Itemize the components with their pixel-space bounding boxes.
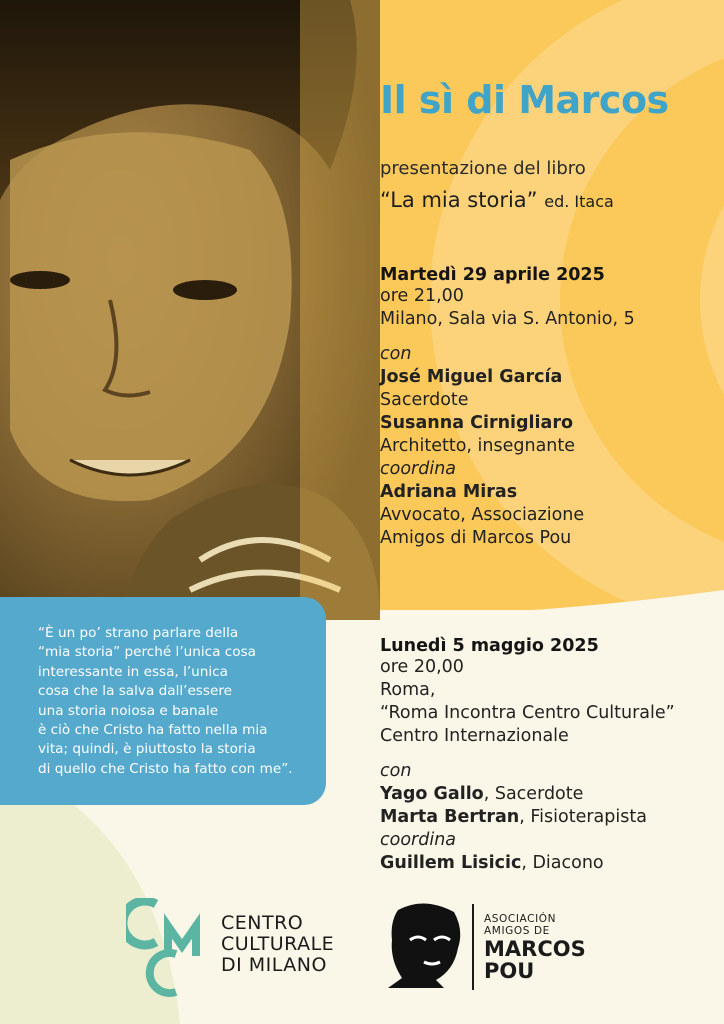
book-title: “La mia storia” [380, 188, 538, 212]
logo-divider [472, 904, 474, 990]
amigos-line2: AMIGOS DE [484, 925, 550, 937]
event2-time: ore 20,00 [380, 657, 464, 677]
event1-place: Milano, Sala via S. Antonio, 5 [380, 309, 635, 329]
page-title: Il sì di Marcos [380, 78, 669, 122]
event1-coordinator-role1: Avvocato, Associazione [380, 505, 585, 525]
amigos-logo-big-text [484, 938, 586, 982]
event-milano [380, 265, 635, 550]
amigos-line4: POU [484, 959, 535, 983]
quote-line: una storia noiosa e banale [38, 702, 219, 719]
amigos-line1: ASOCIACIÓN [484, 913, 557, 925]
event2-speaker1-role: , Sacerdote [483, 784, 584, 804]
event1-time: ore 21,00 [380, 286, 464, 306]
amigos-line3: MARCOS [484, 937, 586, 961]
event2-coordinator [380, 852, 675, 875]
event2-place2: “Roma Incontra Centro Culturale” [380, 703, 675, 723]
cmc-logo-text [221, 913, 334, 976]
event1-coordinator-name: Adriana Miras [380, 482, 518, 502]
subtitle: presentazione del libro [380, 158, 586, 179]
event2-coordinator-name: Guillem Lisicic [380, 853, 522, 873]
amigos-logo-small-text [484, 913, 556, 937]
book-line [380, 188, 614, 212]
event2-coord-label: coordina [380, 830, 457, 850]
event2-con-label: con [380, 761, 412, 781]
event1-speaker2-role: Architetto, insegnante [380, 436, 576, 456]
event1-con-label: con [380, 344, 412, 364]
event1-speaker2-name: Susanna Cirnigliaro [380, 413, 574, 433]
quote-line: cosa che la salva dall’essere [38, 683, 232, 700]
event-roma [380, 636, 675, 875]
cmc-line2: CULTURALE [221, 933, 335, 955]
event1-coord-label: coordina [380, 459, 457, 479]
event2-place1: Roma, [380, 680, 436, 700]
quote-line: interessante in essa, l’unica [38, 663, 228, 680]
event2-speaker2 [380, 806, 675, 829]
event2-date: Lunedì 5 maggio 2025 [380, 636, 599, 656]
book-publisher: ed. Itaca [544, 192, 614, 211]
quote-line: vita; quindi, è piuttosto la storia [38, 741, 256, 758]
event1-coordinator-role2: Amigos di Marcos Pou [380, 528, 572, 548]
event1-date: Martedì 29 aprile 2025 [380, 265, 605, 285]
event2-speaker1-name: Yago Gallo [380, 784, 484, 804]
quote-text [38, 624, 318, 779]
boy-photo [0, 0, 380, 620]
marcos-pou-portrait-icon [384, 900, 466, 990]
event2-coordinator-role: , Diacono [521, 853, 604, 873]
event2-place3: Centro Internazionale [380, 726, 569, 746]
event1-speaker1-name: José Miguel García [380, 367, 563, 387]
quote-line: “È un po’ strano parlare della [38, 625, 239, 641]
quote-line: “mia storia” perché l’unica cosa [38, 644, 256, 661]
event2-speaker2-role: , Fisioterapista [519, 807, 647, 827]
event1-speaker1-role: Sacerdote [380, 390, 469, 410]
quote-line: è ciò che Cristo ha fatto nella mia [38, 722, 268, 739]
cmc-line1: CENTRO [221, 912, 304, 934]
event2-speaker2-name: Marta Bertran [380, 807, 520, 827]
cmc-line3: DI MILANO [221, 954, 327, 976]
quote-line: di quello che Cristo ha fatto con me”. [38, 760, 293, 777]
cmc-logo-mark [126, 898, 212, 998]
event2-speaker1 [380, 783, 675, 806]
